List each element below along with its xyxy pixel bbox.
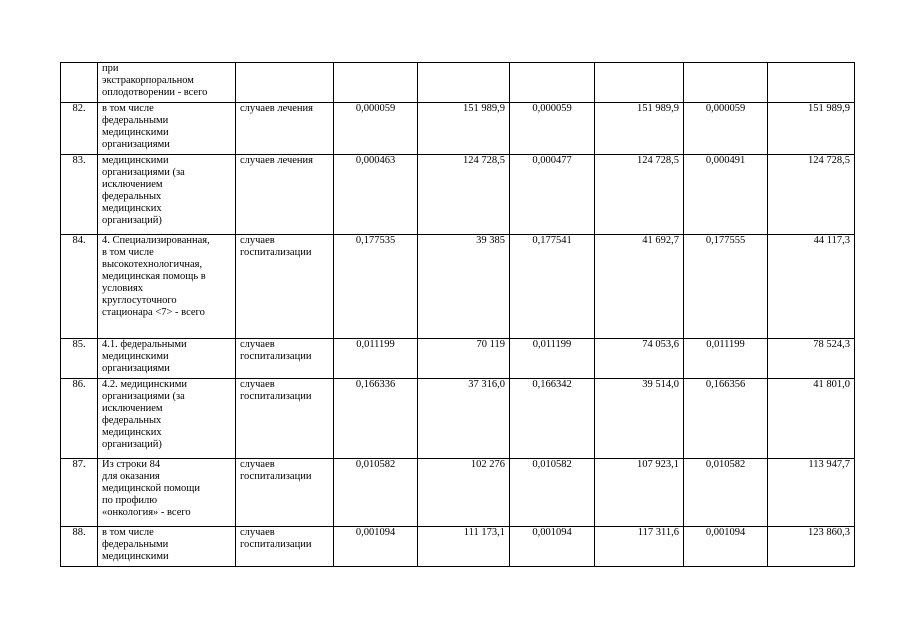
volume-2024-cell: 0,177535 — [334, 235, 418, 339]
volume-2026-cell: 0,177555 — [684, 235, 768, 339]
cost-2024-cell: 39 385 — [418, 235, 510, 339]
volume-2025-cell: 0,000059 — [510, 103, 595, 155]
row-number: 87. — [61, 459, 98, 527]
table-row — [61, 235, 855, 339]
volume-2024-cell: 0,001094 — [334, 527, 418, 567]
unit-cell: случаев госпитализации — [236, 339, 334, 379]
cost-2026-cell: 123 860,3 — [768, 527, 855, 567]
cost-2024-cell: 70 119 — [418, 339, 510, 379]
row-name: при экстракорпоральном оплодотворении - всего — [98, 63, 236, 103]
unit-cell: случаев госпитализации — [236, 527, 334, 567]
volume-2024-cell: 0,000059 — [334, 103, 418, 155]
table-row — [61, 459, 855, 527]
volume-2025-cell: 0,166342 — [510, 379, 595, 459]
cost-2024-cell: 111 173,1 — [418, 527, 510, 567]
unit-cell: случаев лечения — [236, 103, 334, 155]
volume-2024-cell: 0,010582 — [334, 459, 418, 527]
row-name: 4. Специализированная, в том числе высокотехнологичная, медицинская помощь в условиях круглосуточного стационара <7> - всего — [98, 235, 236, 339]
cost-2026-cell — [768, 63, 855, 103]
cost-2026-cell: 113 947,7 — [768, 459, 855, 527]
cost-2026-cell: 151 989,9 — [768, 103, 855, 155]
unit-cell — [236, 63, 334, 103]
volume-2025-cell — [510, 63, 595, 103]
volume-2024-cell: 0,000463 — [334, 155, 418, 235]
volume-2026-cell: 0,010582 — [684, 459, 768, 527]
row-number: 84. — [61, 235, 98, 339]
volume-2026-cell: 0,001094 — [684, 527, 768, 567]
row-number: 86. — [61, 379, 98, 459]
unit-cell: случаев госпитализации — [236, 459, 334, 527]
volume-2025-cell: 0,177541 — [510, 235, 595, 339]
volume-2026-cell: 0,166356 — [684, 379, 768, 459]
cost-2025-cell: 124 728,5 — [595, 155, 684, 235]
row-name: 4.2. медицинскими организациями (за исключением федеральных медицинских организаций) — [98, 379, 236, 459]
cost-2024-cell — [418, 63, 510, 103]
volume-2026-cell: 0,000059 — [684, 103, 768, 155]
unit-cell: случаев лечения — [236, 155, 334, 235]
row-number: 88. — [61, 527, 98, 567]
volume-2024-cell — [334, 63, 418, 103]
table-row — [61, 527, 855, 567]
cost-2026-cell: 41 801,0 — [768, 379, 855, 459]
table-row — [61, 63, 855, 103]
table-row — [61, 103, 855, 155]
volume-2025-cell: 0,011199 — [510, 339, 595, 379]
table-row — [61, 339, 855, 379]
volume-2024-cell: 0,011199 — [334, 339, 418, 379]
cost-2025-cell: 107 923,1 — [595, 459, 684, 527]
row-number: 85. — [61, 339, 98, 379]
cost-2025-cell: 74 053,6 — [595, 339, 684, 379]
row-number — [61, 63, 98, 103]
cost-2025-cell — [595, 63, 684, 103]
volume-2025-cell: 0,000477 — [510, 155, 595, 235]
table-row — [61, 379, 855, 459]
cost-2024-cell: 102 276 — [418, 459, 510, 527]
row-name: в том числе федеральными медицинскими — [98, 527, 236, 567]
cost-2024-cell: 151 989,9 — [418, 103, 510, 155]
unit-cell: случаев госпитализации — [236, 235, 334, 339]
cost-2024-cell: 37 316,0 — [418, 379, 510, 459]
row-number: 83. — [61, 155, 98, 235]
volume-2026-cell: 0,000491 — [684, 155, 768, 235]
cost-2024-cell: 124 728,5 — [418, 155, 510, 235]
row-number: 82. — [61, 103, 98, 155]
cost-2025-cell: 39 514,0 — [595, 379, 684, 459]
row-name: 4.1. федеральными медицинскими организациями — [98, 339, 236, 379]
cost-2025-cell: 151 989,9 — [595, 103, 684, 155]
cost-2025-cell: 41 692,7 — [595, 235, 684, 339]
table-row — [61, 155, 855, 235]
volume-2024-cell: 0,166336 — [334, 379, 418, 459]
cost-2025-cell: 117 311,6 — [595, 527, 684, 567]
volume-2026-cell — [684, 63, 768, 103]
volume-2025-cell: 0,001094 — [510, 527, 595, 567]
row-name: медицинскими организациями (за исключением федеральных медицинских организаций) — [98, 155, 236, 235]
row-name: в том числе федеральными медицинскими организациями — [98, 103, 236, 155]
unit-cell: случаев госпитализации — [236, 379, 334, 459]
medical-care-standards-table — [60, 62, 855, 567]
cost-2026-cell: 124 728,5 — [768, 155, 855, 235]
cost-2026-cell: 44 117,3 — [768, 235, 855, 339]
cost-2026-cell: 78 524,3 — [768, 339, 855, 379]
volume-2025-cell: 0,010582 — [510, 459, 595, 527]
row-name: Из строки 84 для оказания медицинской помощи по профилю «онкология» - всего — [98, 459, 236, 527]
volume-2026-cell: 0,011199 — [684, 339, 768, 379]
